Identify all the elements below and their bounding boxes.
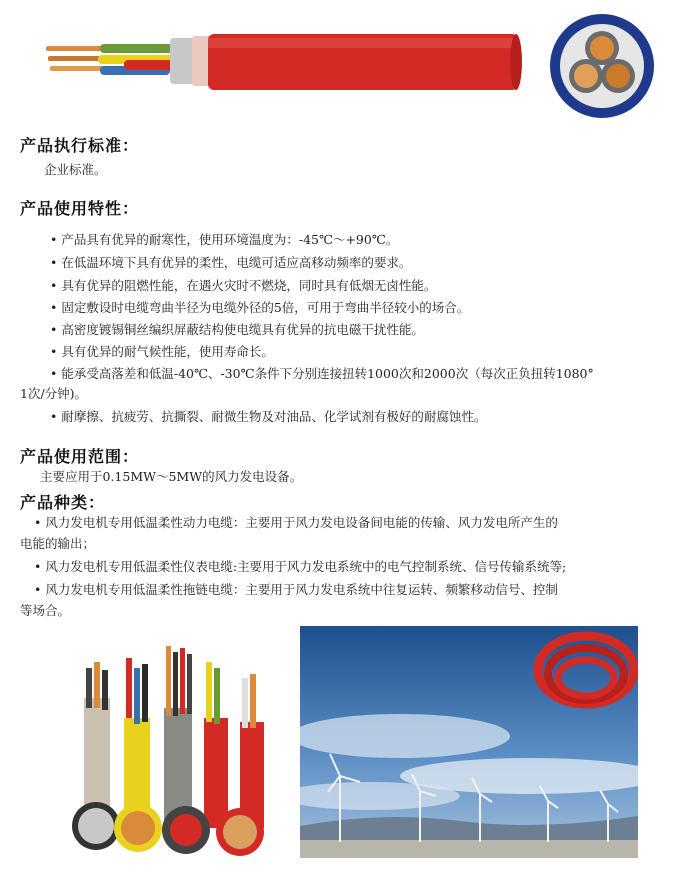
type-item: • 风力发电机专用低温柔性动力电缆：主要用于风力发电设备间电能的传输、风力发电所产生的 — [34, 515, 558, 530]
scope-title: 产品使用范围： — [20, 447, 140, 466]
feature-item: • 能承受高落差和低温-40℃、-30℃条件下分别连接扭转1000次和2000次（每次正负扭转1080° — [50, 366, 594, 381]
type-item: • 风力发电机专用低温柔性仪表电缆:主要用于风力发电系统中的电气控制系统、信号传输系统等; — [34, 559, 567, 574]
standard-text: 企业标准。 — [44, 162, 107, 177]
feature-item: • 固定敷设时电缆弯曲半径为电缆外径的5倍，可用于弯曲半径较小的场合。 — [50, 300, 470, 315]
types-title: 产品种类： — [20, 493, 106, 512]
wind-farm-photo — [300, 626, 638, 858]
feature-item-continued: 1次/分钟)。 — [20, 386, 88, 401]
standard-title: 产品执行标准： — [20, 136, 140, 155]
feature-item: • 在低温环境下具有优异的柔性，电缆可适应高移动频率的要求。 — [50, 255, 412, 270]
type-item-continued: 电能的输出； — [20, 536, 96, 551]
cable-photo-top — [40, 24, 530, 104]
feature-item: • 具有优异的阻燃性能，在遇火灾时不燃烧，同时具有低烟无卤性能。 — [50, 278, 437, 293]
feature-item: • 具有优异的耐气候性能，使用寿命长。 — [50, 344, 274, 359]
feature-item: • 耐摩擦、抗疲劳、抗撕裂、耐微生物及对油品、化学试剂有极好的耐腐蚀性。 — [50, 409, 487, 424]
scope-text: 主要应用于0.15MW～5MW的风力发电设备。 — [40, 469, 303, 484]
feature-item: • 高密度镀锡铜丝编织屏蔽结构使电缆具有优异的抗电磁干扰性能。 — [50, 322, 424, 337]
type-item: • 风力发电机专用低温柔性拖链电缆：主要用于风力发电系统中往复运转、频繁移动信号、控制 — [34, 582, 558, 597]
features-title: 产品使用特性： — [20, 199, 140, 218]
feature-item: • 产品具有优异的耐寒性，使用环境温度为：-45℃～+90℃。 — [50, 232, 399, 247]
cable-samples-photo — [62, 638, 292, 856]
type-item-continued: 等场合。 — [20, 603, 71, 618]
cable-cross-section — [548, 12, 656, 120]
